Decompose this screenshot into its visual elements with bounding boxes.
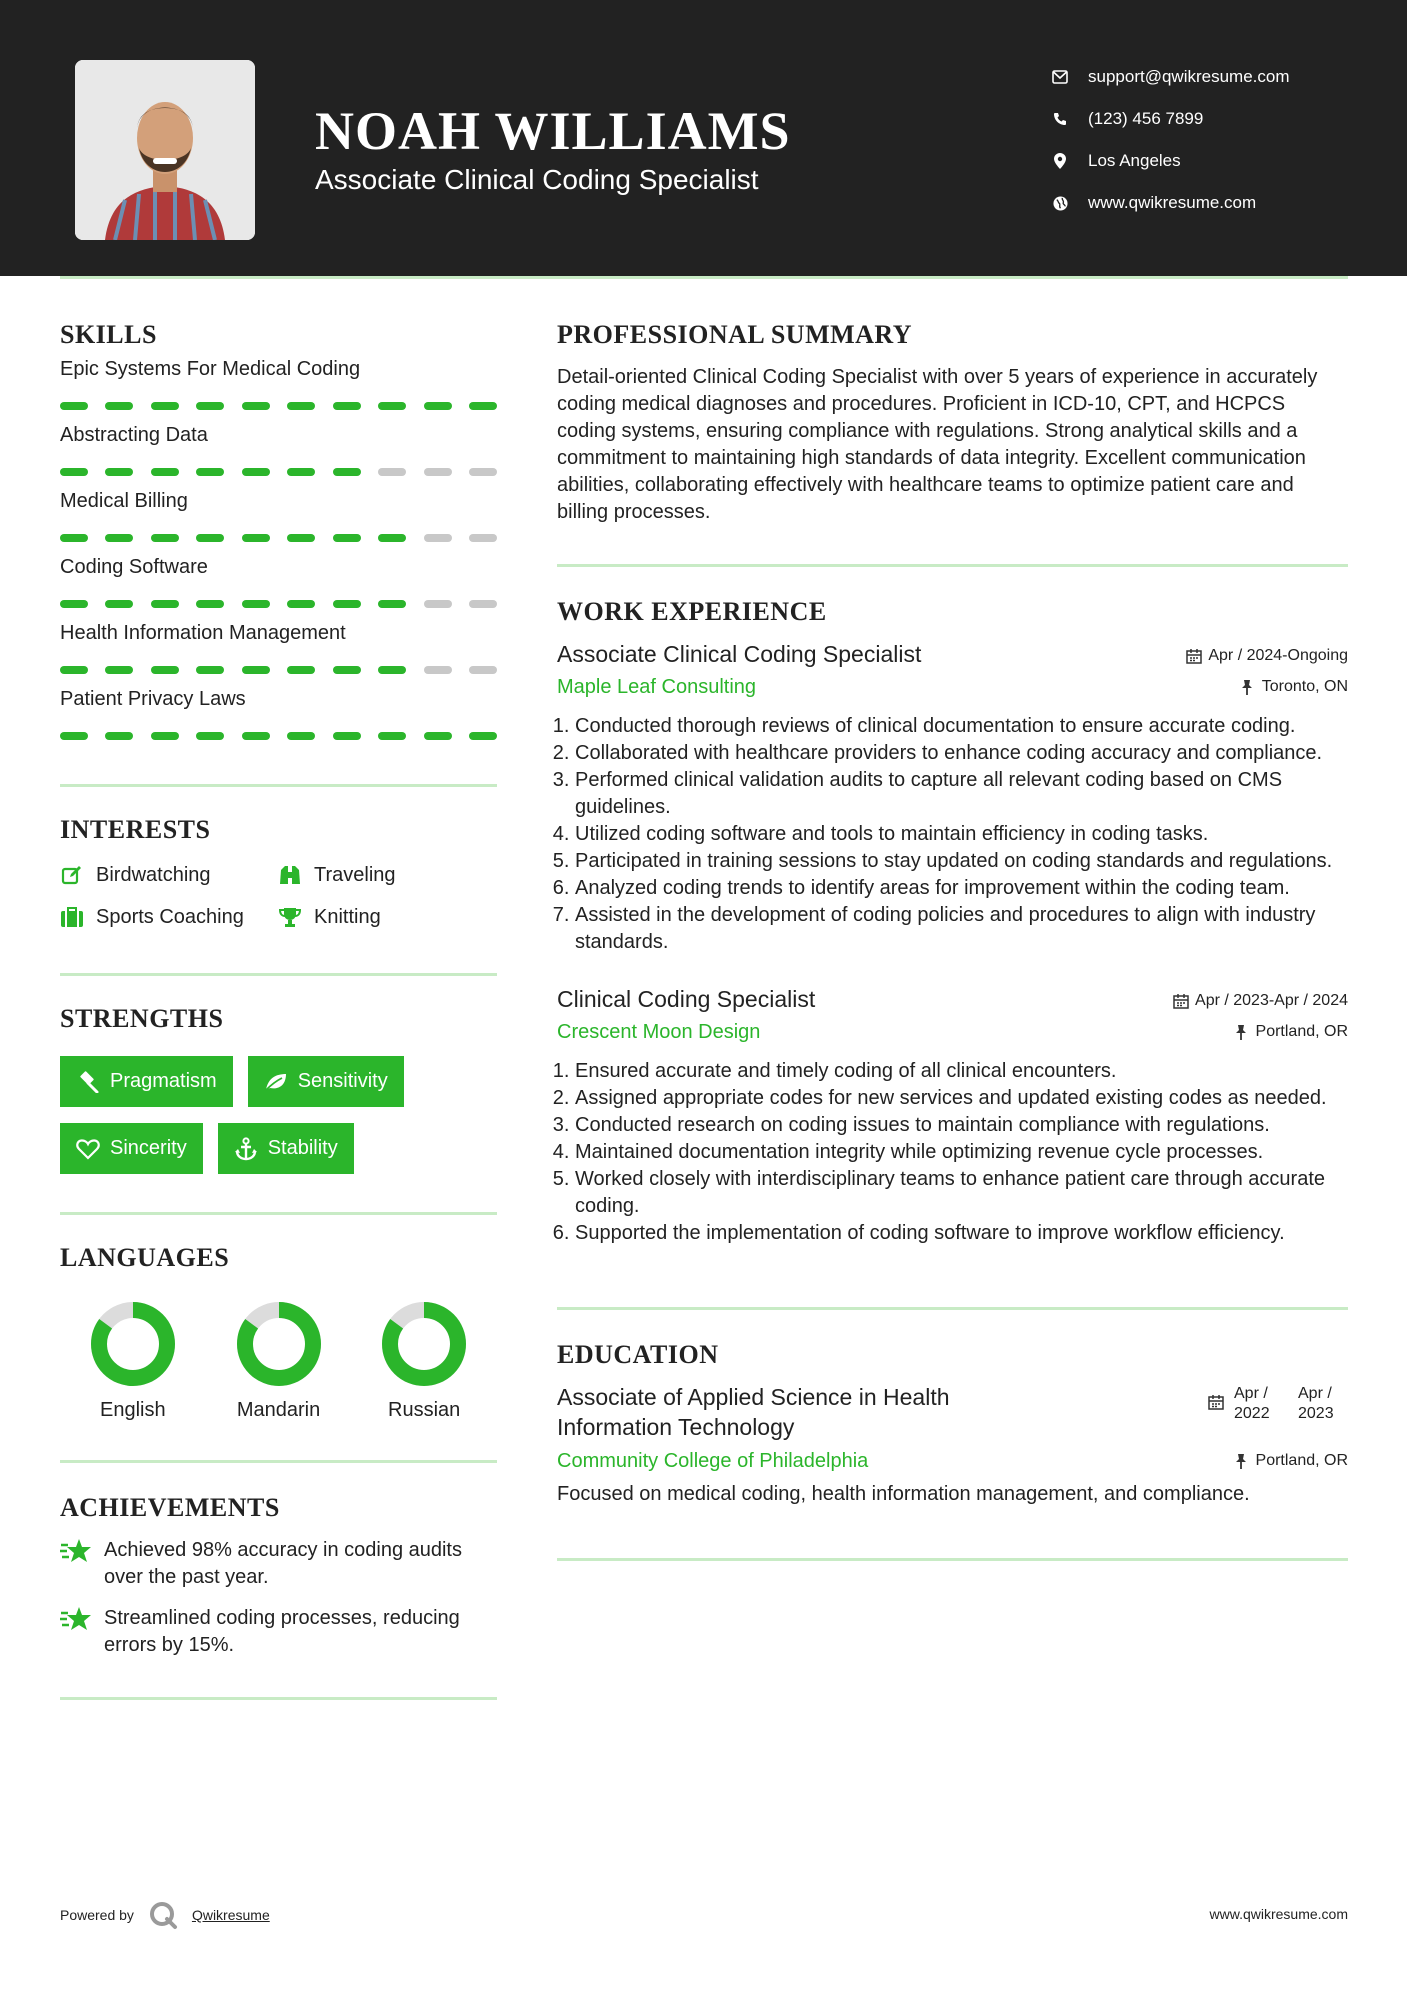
skill-dot-filled: [469, 402, 497, 410]
skill-dot-filled: [60, 600, 88, 608]
skill-dot-empty: [424, 600, 452, 608]
job-dates: [1186, 647, 1348, 665]
globe-icon: [1050, 193, 1070, 213]
interests-section: [60, 815, 497, 976]
qwikresume-link[interactable]: Qwikresume: [191, 1907, 270, 1923]
trophy-icon: [278, 905, 302, 929]
education-title: EDUCATION: [557, 1340, 719, 1369]
strength-label: Pragmatism: [110, 1070, 217, 1092]
skill-dot-empty: [424, 534, 452, 542]
pushpin-icon: [1234, 1024, 1250, 1040]
resume-header: [0, 0, 1407, 276]
skill-name: Epic Systems For Medical Coding: [60, 358, 361, 380]
school-name: Community College of Philadelphia: [557, 1450, 869, 1472]
interest-item: [60, 863, 278, 887]
left-column: [60, 320, 497, 1700]
skill-item: [60, 358, 497, 410]
skill-item: [60, 490, 497, 542]
language-name: English: [100, 1399, 166, 1421]
education-divider: [557, 1558, 1348, 1561]
star-award-icon: [60, 1537, 92, 1567]
calendar-icon: [1173, 993, 1189, 1009]
company-name: Maple Leaf Consulting: [557, 676, 757, 698]
job-location-text: Toronto, ON: [1261, 678, 1348, 695]
job-title: Associate Clinical Coding Specialist: [557, 641, 922, 667]
contact-list: [1050, 56, 1290, 224]
duty-item: 2. Assigned appropriate codes for new services and updated existing codes as needed.: [575, 1085, 1348, 1112]
skill-name: Coding Software: [60, 556, 208, 578]
achievements-divider: [60, 1697, 497, 1700]
languages-section: [60, 1243, 497, 1463]
calendar-icon: [1208, 1394, 1224, 1410]
skill-dot-filled: [242, 600, 270, 608]
skill-dot-filled: [287, 666, 315, 674]
skill-dot-filled: [196, 600, 224, 608]
skill-dot-filled: [151, 534, 179, 542]
footer-powered-by: [60, 1900, 270, 1930]
job-dates: [1173, 992, 1348, 1010]
contact-location-text: Los Angeles: [1088, 151, 1181, 170]
skill-dot-filled: [424, 402, 452, 410]
strength-tag: [248, 1056, 404, 1107]
heart-icon: [76, 1137, 100, 1161]
skill-dot-empty: [469, 534, 497, 542]
interest-label: Knitting: [314, 905, 381, 928]
interest-label: Traveling: [314, 863, 396, 886]
duty-item: 6. Analyzed coding trends to identify areas for improvement within the coding team.: [575, 875, 1348, 902]
achievement-item: [60, 1537, 497, 1591]
skill-dot-empty: [424, 468, 452, 476]
skill-dot-empty: [469, 600, 497, 608]
powered-by-text: Powered by: [60, 1907, 134, 1923]
profile-photo: [75, 60, 255, 240]
skill-dot-empty: [469, 666, 497, 674]
skill-dot-filled: [378, 534, 406, 542]
contact-location: [1050, 140, 1290, 182]
skill-level-bar: [60, 534, 497, 542]
job-duties: [557, 713, 1348, 956]
skill-dot-filled: [196, 534, 224, 542]
job-entry: [557, 641, 1348, 956]
pushpin-icon: [1234, 1453, 1250, 1469]
duty-item: 3. Conducted research on coding issues to maintain compliance with regulations.: [575, 1112, 1348, 1139]
skill-dot-filled: [242, 732, 270, 740]
skills-title: SKILLS: [60, 320, 157, 349]
strength-label: Stability: [267, 1137, 338, 1159]
skill-dot-filled: [333, 600, 361, 608]
briefcase-icon: [60, 905, 84, 929]
strength-tag: [218, 1123, 354, 1174]
skill-dot-empty: [469, 468, 497, 476]
experience-title: WORK EXPERIENCE: [557, 597, 827, 626]
skill-dot-filled: [424, 732, 452, 740]
skill-level-bar: [60, 600, 497, 608]
skill-dot-filled: [333, 534, 361, 542]
language-level-ring: [90, 1301, 176, 1387]
map-pin-icon: [1050, 151, 1070, 171]
skill-item: [60, 556, 497, 608]
summary-text: Detail-oriented Clinical Coding Specialist with over 5 years of experience in accurately coding medical diagnoses and procedures. Proficient in ICD-10, CPT, and HCPCS coding systems, ensuring compliance with regulations. Strong analytical skills and a commitment to maintaining high standards of data integrity. Excellent communication abilities, collaborating effectively with healthcare teams to optimize patient care and billing processes.: [557, 366, 1318, 523]
job-duties: [557, 1058, 1348, 1247]
duty-item: 1. Ensured accurate and timely coding of all clinical encounters.: [575, 1058, 1348, 1085]
education-location-text: Portland, OR: [1255, 1452, 1348, 1469]
skill-dot-filled: [60, 468, 88, 476]
skill-dot-filled: [333, 666, 361, 674]
phone-icon: [1050, 109, 1070, 129]
calendar-icon: [1186, 648, 1202, 664]
leaf-icon: [264, 1070, 288, 1094]
skill-dot-filled: [469, 732, 497, 740]
skill-dot-filled: [151, 468, 179, 476]
duty-item: 5. Worked closely with interdisciplinary teams to enhance patient care through accurate coding.: [575, 1166, 1348, 1220]
language-level-ring: [381, 1301, 467, 1387]
skill-dot-filled: [333, 402, 361, 410]
skill-dot-filled: [151, 666, 179, 674]
duty-item: 4. Maintained documentation integrity while optimizing revenue cycle processes.: [575, 1139, 1348, 1166]
skill-dot-filled: [151, 600, 179, 608]
interest-item: [60, 905, 278, 929]
interests-list: [60, 863, 497, 929]
skill-name: Patient Privacy Laws: [60, 688, 246, 710]
contact-phone-text: (123) 456 7899: [1088, 109, 1204, 128]
binoculars-icon: [278, 863, 302, 887]
skill-level-bar: [60, 468, 497, 476]
skill-dot-filled: [196, 666, 224, 674]
summary-section: [557, 320, 1348, 567]
candidate-name: NOAH WILLIAMS: [315, 101, 791, 161]
candidate-role: Associate Clinical Coding Specialist: [315, 164, 759, 195]
skill-name: Abstracting Data: [60, 424, 208, 446]
skill-dot-filled: [196, 732, 224, 740]
skill-dot-empty: [378, 468, 406, 476]
language-item: [351, 1301, 497, 1422]
edit-icon: [60, 863, 84, 887]
achievements-title: ACHIEVEMENTS: [60, 1493, 280, 1522]
duty-item: 6. Supported the implementation of coding software to improve workflow efficiency.: [575, 1220, 1348, 1247]
skill-dot-filled: [151, 402, 179, 410]
skill-name: Medical Billing: [60, 490, 188, 512]
language-name: Russian: [388, 1399, 461, 1421]
skill-dot-filled: [287, 468, 315, 476]
languages-title: LANGUAGES: [60, 1243, 230, 1272]
skill-dot-filled: [242, 534, 270, 542]
duty-item: 3. Performed clinical validation audits to capture all relevant coding based on CMS guidelines.: [575, 767, 1348, 821]
education-section: [557, 1340, 1348, 1561]
skill-item: [60, 424, 497, 476]
pushpin-icon: [1240, 679, 1256, 695]
skill-dot-filled: [196, 402, 224, 410]
job-entry: [557, 986, 1348, 1247]
skill-dot-filled: [105, 600, 133, 608]
skill-dot-filled: [242, 402, 270, 410]
job-title: Clinical Coding Specialist: [557, 986, 816, 1012]
degree-title: Associate of Applied Science in Health Information Technology: [557, 1384, 950, 1440]
strengths-section: [60, 1004, 497, 1215]
interest-item: [278, 905, 497, 929]
footer-website[interactable]: www.qwikresume.com: [1209, 1906, 1348, 1922]
duty-item: 5. Participated in training sessions to stay updated on coding standards and regulations.: [575, 848, 1348, 875]
skill-dot-filled: [105, 732, 133, 740]
summary-divider: [557, 564, 1348, 567]
skills-list: [60, 358, 497, 740]
experience-divider: [557, 1307, 1348, 1310]
achievement-item: [60, 1605, 497, 1659]
skill-dot-filled: [105, 468, 133, 476]
interest-label: Birdwatching: [96, 863, 211, 886]
job-dates-text: Apr / 2024-Ongoing: [1208, 647, 1348, 664]
skill-level-bar: [60, 666, 497, 674]
skill-dot-filled: [287, 732, 315, 740]
skill-dot-filled: [287, 402, 315, 410]
company-name: Crescent Moon Design: [557, 1021, 761, 1043]
qwikresume-logo-icon: [148, 1900, 178, 1930]
job-dates-text: Apr / 2023-Apr / 2024: [1195, 992, 1348, 1009]
skill-dot-filled: [151, 732, 179, 740]
skill-dot-filled: [378, 666, 406, 674]
skill-dot-filled: [60, 732, 88, 740]
skill-dot-filled: [287, 534, 315, 542]
skill-dot-filled: [60, 402, 88, 410]
interest-label: Sports Coaching: [96, 905, 244, 928]
interests-divider: [60, 973, 497, 976]
strength-tag: [60, 1056, 233, 1107]
strength-tag: [60, 1123, 203, 1174]
anchor-icon: [234, 1137, 258, 1161]
strength-label: Sincerity: [110, 1137, 187, 1159]
skill-dot-filled: [60, 534, 88, 542]
language-item: [206, 1301, 352, 1422]
skill-level-bar: [60, 402, 497, 410]
skill-name: Health Information Management: [60, 622, 346, 644]
interest-item: [278, 863, 497, 887]
contact-email-text: support@qwikresume.com: [1088, 67, 1290, 86]
skill-dot-filled: [60, 666, 88, 674]
skill-dot-filled: [378, 402, 406, 410]
skill-dot-filled: [105, 402, 133, 410]
strengths-divider: [60, 1212, 497, 1215]
gavel-icon: [76, 1070, 100, 1094]
education-location: [1234, 1452, 1348, 1470]
skill-dot-filled: [333, 468, 361, 476]
job-location: [1240, 678, 1348, 696]
skill-item: [60, 688, 497, 740]
contact-website[interactable]: [1050, 182, 1290, 224]
languages-divider: [60, 1460, 497, 1463]
skill-dot-filled: [378, 732, 406, 740]
skill-level-bar: [60, 732, 497, 740]
duty-item: 4. Utilized coding software and tools to maintain efficiency in coding tasks.: [575, 821, 1348, 848]
skill-dot-filled: [196, 468, 224, 476]
header-divider: [60, 276, 1348, 279]
achievements-section: [60, 1493, 497, 1700]
duty-item: 1. Conducted thorough reviews of clinical documentation to ensure accurate coding.: [575, 713, 1348, 740]
skills-divider: [60, 784, 497, 787]
summary-title: PROFESSIONAL SUMMARY: [557, 320, 913, 349]
skill-dot-filled: [105, 666, 133, 674]
experience-section: [557, 597, 1348, 1310]
achievement-text: Streamlined coding processes, reducing errors by 15%.: [104, 1607, 460, 1656]
strength-label: Sensitivity: [297, 1070, 388, 1092]
envelope-icon: [1050, 67, 1070, 87]
duty-item: 7. Assisted in the development of coding policies and procedures to align with industry standards.: [575, 902, 1348, 956]
language-name: Mandarin: [236, 1399, 321, 1421]
contact-email[interactable]: [1050, 56, 1290, 98]
skill-dot-filled: [378, 600, 406, 608]
contact-website-text: www.qwikresume.com: [1088, 193, 1257, 212]
strengths-title: STRENGTHS: [60, 1004, 224, 1033]
skill-dot-filled: [105, 534, 133, 542]
interests-title: INTERESTS: [60, 815, 211, 844]
language-item: [60, 1301, 206, 1422]
education-start-date: Apr / 2022: [1234, 1385, 1270, 1422]
star-award-icon: [60, 1605, 92, 1635]
skill-dot-filled: [287, 600, 315, 608]
skills-section: [60, 320, 497, 787]
skill-item: [60, 622, 497, 674]
education-dates: [1208, 1384, 1348, 1424]
job-location-text: Portland, OR: [1255, 1023, 1348, 1040]
contact-phone[interactable]: [1050, 98, 1290, 140]
skill-dot-filled: [242, 666, 270, 674]
job-location: [1234, 1023, 1348, 1041]
skill-dot-filled: [242, 468, 270, 476]
right-column: [557, 320, 1348, 1561]
education-end-date: Apr / 2023: [1298, 1385, 1334, 1422]
strengths-list: [60, 1056, 497, 1174]
skill-dot-filled: [333, 732, 361, 740]
education-description: Focused on medical coding, health information management, and compliance.: [557, 1483, 1250, 1505]
achievement-text: Achieved 98% accuracy in coding audits over the past year.: [104, 1539, 462, 1588]
duty-item: 2. Collaborated with healthcare providers to enhance coding accuracy and compliance.: [575, 740, 1348, 767]
language-level-ring: [236, 1301, 322, 1387]
skill-dot-empty: [424, 666, 452, 674]
languages-list: [60, 1301, 497, 1422]
